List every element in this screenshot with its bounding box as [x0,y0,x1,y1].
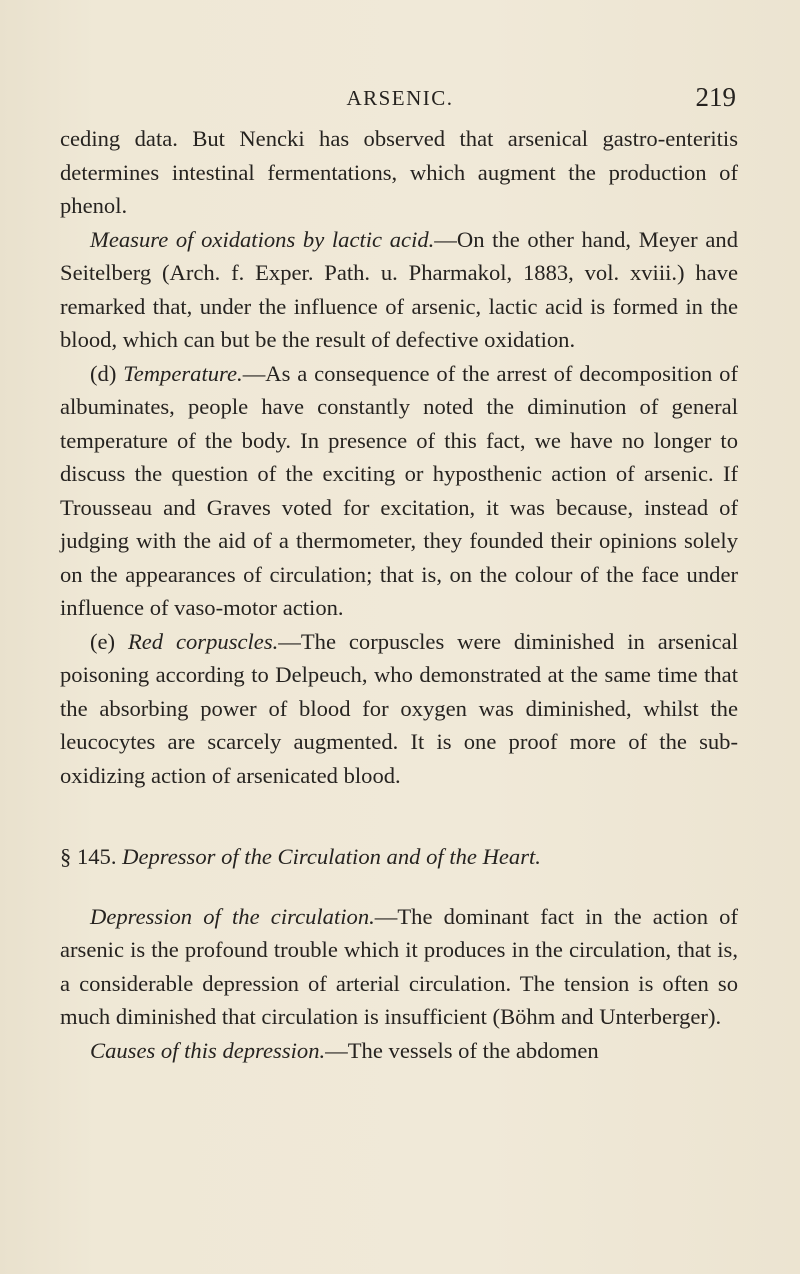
paragraph-heading: Temperature. [123,360,243,386]
paragraph-text: —The corpuscles were diminished in arsenical poisoning according to Delpeuch, who demonstrated at the same time that the absorbing power of blood for oxygen was diminished, whilst the leucocytes are scarcely augmented. It is one proof more of the sub-oxidizing action of arsenicated blood. [60,628,738,788]
section-number: § 145. [60,844,117,869]
paragraph-label: (d) [90,360,124,386]
paragraph-heading: Measure of oxidations by lactic acid. [90,226,435,252]
paragraph-heading: Red corpuscles. [127,628,279,654]
paragraph-text: —The dominant fact in the action of arsenic is the profound trouble which it produces in the circulation, that is, a considerable depression of arterial circulation. The tension is often so much diminished that circulation is insufficient (Böhm and Unterberger). [60,903,738,1029]
paragraph-label: (e) [90,628,128,654]
running-head [64,82,736,116]
paragraph-heading: Depression of the circulation. [90,903,375,929]
paragraph-heading: Causes of this depression. [90,1037,326,1063]
paragraph-red-corpuscles [60,625,738,793]
body-text [60,122,738,1067]
paragraph-lactic-acid [60,223,738,357]
paragraph-causes-depression [60,1034,738,1068]
paragraph-depression-circulation [60,900,738,1034]
page-number: 219 [695,82,736,112]
running-title: ARSENIC. [346,86,454,110]
paragraph-text: ceding data. But Nencki has observed that arsenical gastro-enteritis determines intestinal fermentations, which augment the production of phenol. [60,126,738,218]
paragraph-text: —The vessels of the abdomen [325,1037,599,1063]
section-heading [60,840,738,874]
paragraph-continuation [60,122,738,223]
section-title: Depressor of the Circulation and of the Heart. [122,844,541,869]
paragraph-text: —On the other hand, Meyer and Seitelberg (Arch. f. Exper. Path. u. Pharmakol, 1883, vol. xviii.) have remarked that, under the influence of arsenic, lactic acid is formed in the blood, which can but be the result of defective oxidation. [60,226,738,352]
paragraph-temperature [60,357,738,625]
paragraph-text: —As a consequence of the arrest of decomposition of albuminates, people have constantly noted the diminution of general temperature of the body. In presence of this fact, we have no longer to discuss the question of the exciting or hyposthenic action of arsenic. If Trousseau and Graves voted for excitation, it was because, instead of judging with the aid of a thermometer, they founded their opinions solely on the appearances of circulation; that is, on the colour of the face under influence of vaso-motor action. [60,360,738,620]
